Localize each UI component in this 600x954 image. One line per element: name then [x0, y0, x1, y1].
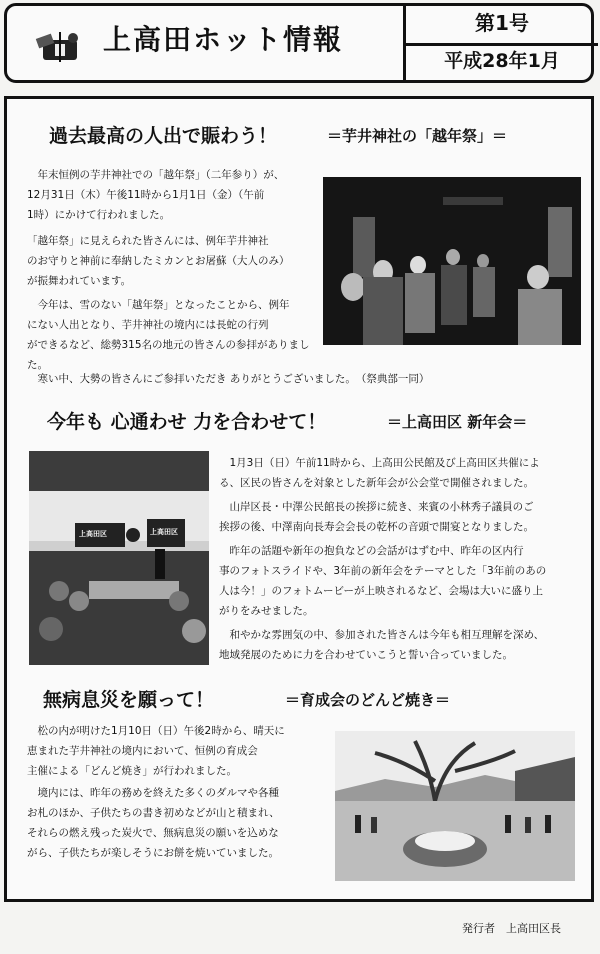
- article1-subhead: ＝芋井神社の「越年祭」＝: [327, 127, 508, 145]
- article2-paragraph: 山岸区長・中澤公民館長の挨拶に続き、来賓の小林秀子議員のご 挨拶の後、中澤南向長寿会会長の乾杯の音頭で開宴となりました。: [219, 501, 534, 533]
- article2-paragraph: 和やかな雰囲気の中、参加された皆さんは今年も相互理解を深め、 地域発展のために力を合わせていこうと誓い合っていました。: [219, 629, 545, 661]
- newsletter-body: [4, 96, 594, 902]
- article2-subhead: ＝上高田区 新年会＝: [387, 413, 528, 431]
- article3-subhead: ＝育成会のどんど焼き＝: [285, 691, 451, 709]
- party-banner-text: 上高田区: [150, 528, 178, 536]
- article3-headline: 無病息災を願って！: [43, 689, 215, 711]
- article2-paragraph: 昨年の話題や新年の抱負などの会話がはずむ中、昨年の区内行 事のフォトスライドや、3年前の新年会をテーマとした「3年前のあの 人は今！」のフォトムービーが上映されるなど、会場は大いに盛り上 がりをみせました。: [219, 545, 547, 617]
- article1-headline: 過去最高の人出で賑わう！: [49, 125, 278, 147]
- party-banner-text: 上高田区: [79, 530, 107, 538]
- article2-paragraph: 1月3日（日）午前11時から、上高田公民館及び上高田区共催によ る、区民の皆さんを対象とした新年会が公会堂で開催されました。: [219, 457, 540, 489]
- article2-headline: 今年も 心通わせ 力を合わせて！: [47, 411, 327, 433]
- article1-paragraph: 「越年祭」に見えられた皆さんには、例年芋井神社 のお守りと神前に奉納したミカンとお屠蘇（大人のみ） が振舞われています。: [27, 235, 290, 287]
- newsletter-header: [4, 3, 594, 83]
- shrine-night-photo: [323, 177, 581, 345]
- issue-date: 平成28年1月: [444, 50, 560, 72]
- shrine-logo-icon: [35, 30, 85, 64]
- article1-paragraph: 寒い中、大勢の皆さんにご参拝いただき ありがとうございました。 （祭典部一同）: [27, 373, 430, 385]
- article3-paragraph: 境内には、昨年の務めを終えた多くのダルマや各種 お札のほか、子供たちの書き初めなどが山と積まれ、 それらの燃え残った炭火で、無病息災の願いを込めな がら、子供たちが楽しそうにお餅を焼いていました。: [27, 787, 280, 859]
- new-year-party-photo: [29, 451, 209, 665]
- publisher-credit: 発行者 上高田区長: [462, 922, 561, 935]
- issue-number: 第1号: [406, 3, 598, 46]
- dondo-yaki-photo: [335, 731, 575, 881]
- article3-paragraph: 松の内が明けた1月10日（日）午後2時から、晴天に 恵まれた芋井神社の境内において、恒例の育成会 主催による「どんど焼き」が行われました。: [27, 725, 285, 777]
- article1-paragraph: 年末恒例の芋井神社での「越年祭」（二年参り）が、 12月31日（木）午後11時から1月1日（金）（午前 1時）にかけて行われました。: [27, 169, 285, 221]
- newsletter-title: 上高田ホット情報: [103, 23, 344, 56]
- issue-box: [403, 3, 598, 83]
- article1-paragraph: 今年は、雪のない「越年祭」となったことから、例年 にない人出となり、芋井神社の境内には長蛇の行列 ができるなど、総勢315名の地元の皆さんの参拝がありました。: [27, 299, 310, 371]
